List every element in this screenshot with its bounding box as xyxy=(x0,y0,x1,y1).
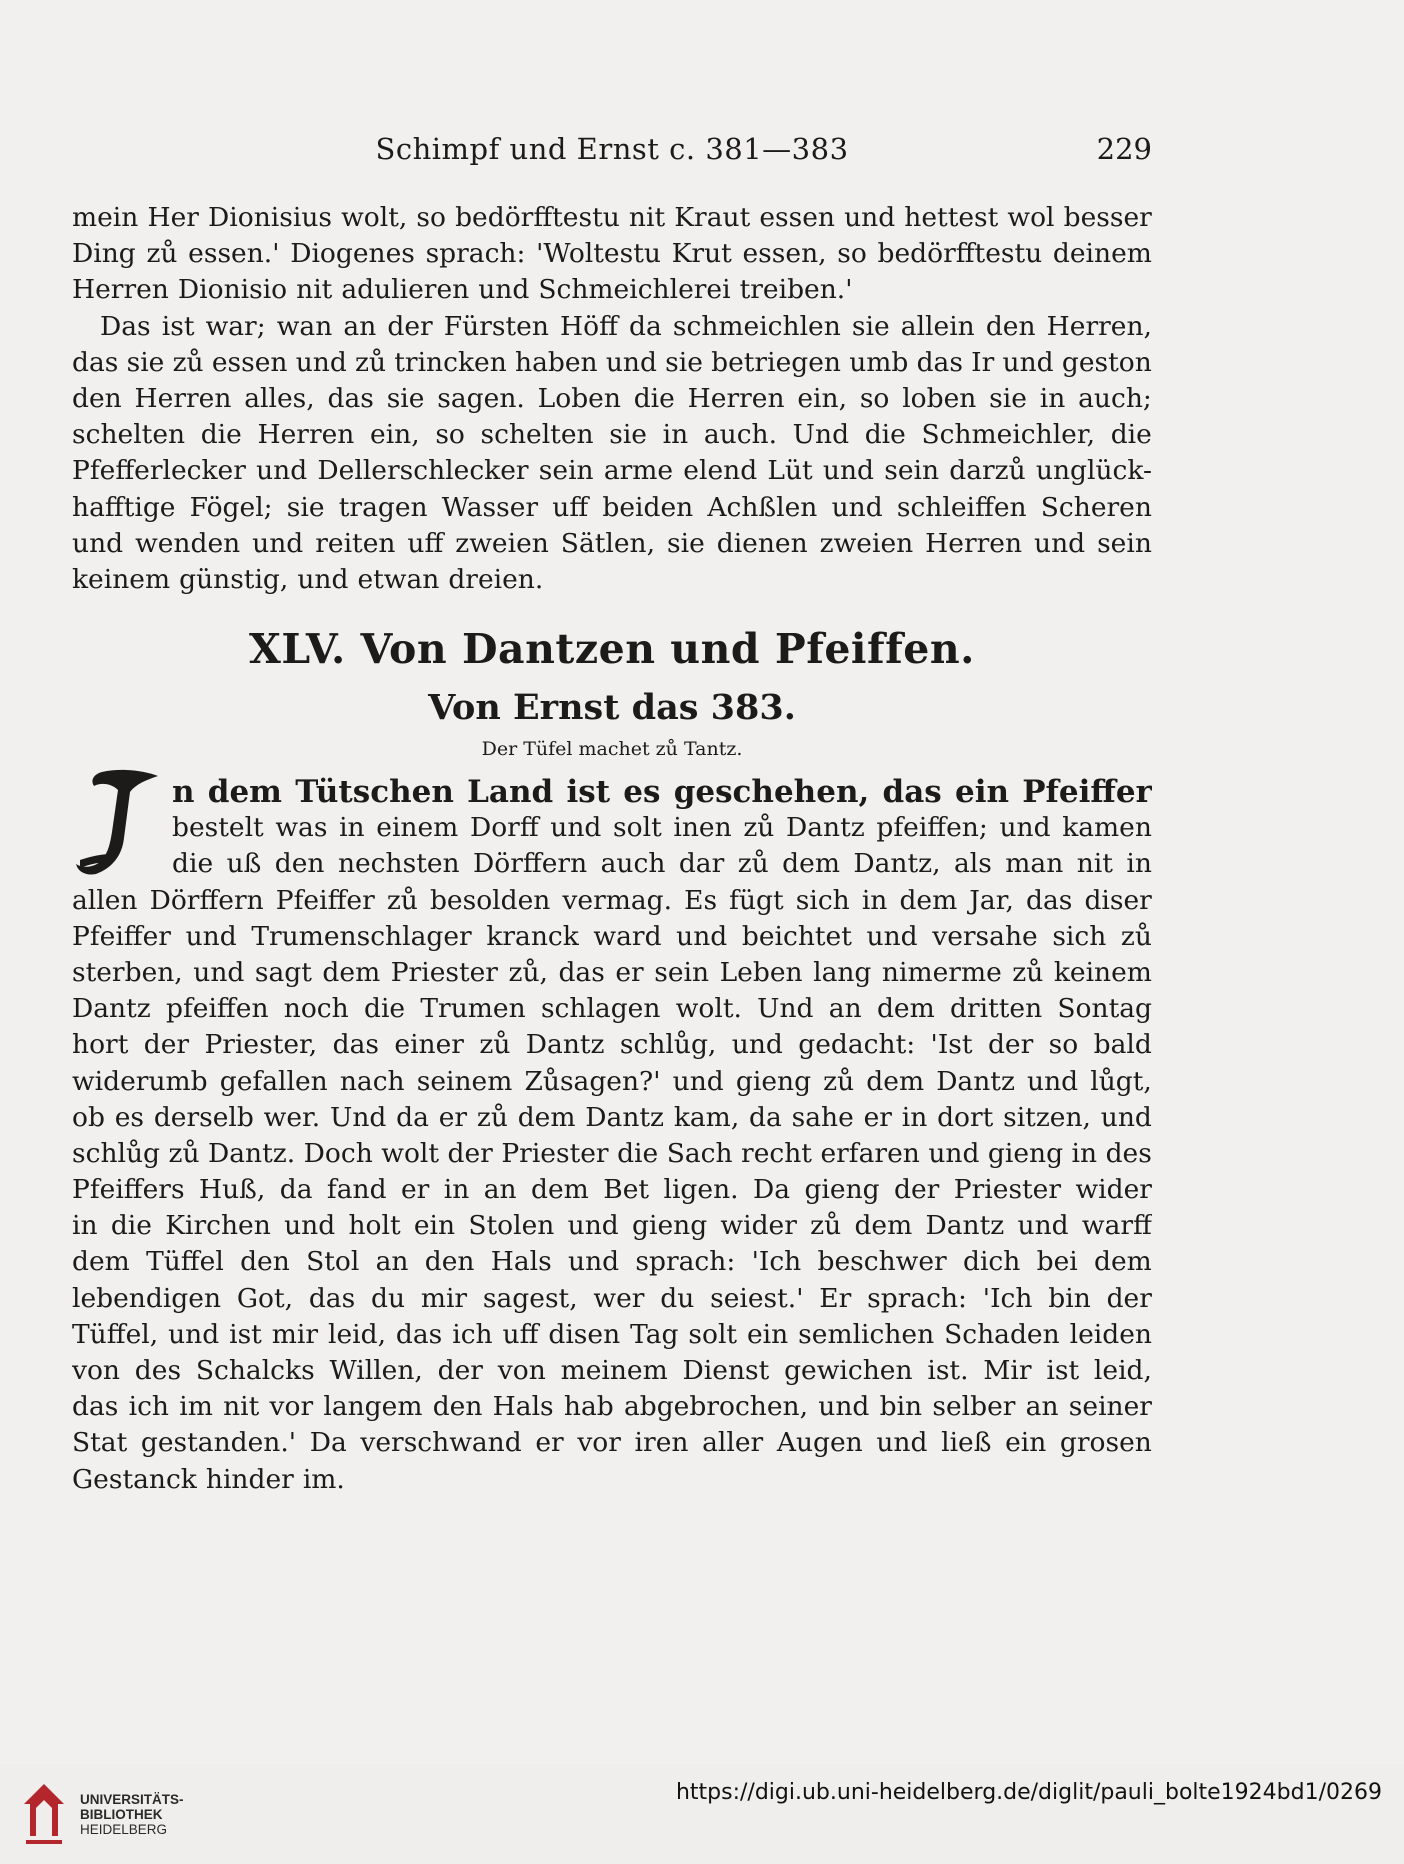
text-line: Pfefferlecker und Dellerschlecker sein arme elend Lüt und sein darzů unglück- xyxy=(72,455,1152,487)
institution-line: BIBLIOTHEK xyxy=(80,1807,163,1822)
chapter-caption: Der Tüfel machet zů Tantz. xyxy=(481,738,743,760)
chapter-subtitle: Von Ernst das 383. xyxy=(428,687,796,728)
paragraph-2 xyxy=(72,774,1152,1498)
text-line: bestelt was in einem Dorff und solt inen zů Dantz pfeiffen; und kamen xyxy=(172,812,1152,844)
running-header xyxy=(72,132,1152,172)
text-line: sterben, und sagt dem Priester zů, das er sein Leben lang nimerme zů keinem xyxy=(72,956,1152,988)
text-line: ob es derselb wer. Und da er zů dem Dantz kam, da sahe er in dort sitzen, und xyxy=(72,1101,1152,1133)
text-line: widerumb gefallen nach seinem Zůsagen?' und gieng zů dem Dantz und lůgt, xyxy=(72,1065,1152,1097)
page-number: 229 xyxy=(1096,132,1152,166)
permalink-url[interactable]: https://digi.ub.uni-heidelberg.de/diglit/pauli_bolte1924bd1/0269 xyxy=(675,1780,1382,1805)
text-line: das sie zů essen und zů trincken haben und sie betriegen umb das Ir und geston xyxy=(72,346,1152,378)
text-line: Ding zů essen.' Diogenes sprach: 'Woltestu Krut essen, so bedörfftestu deinem xyxy=(72,238,1152,270)
text-line: Dantz pfeiffen noch die Trumen schlagen wolt. Und an dem dritten Sontag xyxy=(72,993,1152,1025)
text-line: hort der Priester, das einer zů Dantz schlůg, und gedacht: 'Ist der so bald xyxy=(72,1029,1152,1061)
text-line: die uß den nechsten Dörffern auch dar zů dem Dantz, als man nit in xyxy=(172,848,1152,880)
text-line: schelten die Herren ein, so schelten sie in auch. Und die Schmeichler, die xyxy=(72,419,1152,451)
text-line: Pfeiffer und Trumenschlager kranck ward und beichtet und versahe sich zů xyxy=(72,920,1152,952)
text-line: Herren Dionisio nit adulieren und Schmeichlerei treiben.' xyxy=(72,274,853,306)
chapter-title: XLV. Von Dantzen und Pfeiffen. xyxy=(249,625,975,673)
text-line: lebendigen Got, das du mir sagest, wer du seiest.' Er sprach: 'Ich bin der xyxy=(72,1282,1152,1314)
text-line: schlůg zů Dantz. Doch wolt der Priester die Sach recht erfaren und gieng in des xyxy=(72,1137,1152,1169)
viewer-footer xyxy=(0,1764,1404,1864)
text-line: keinem günstig, und etwan dreien. xyxy=(72,563,544,595)
text-line: in die Kirchen und holt ein Stolen und gieng wider zů dem Dantz und warff xyxy=(72,1210,1152,1242)
text-line: das ich im nit vor langem den Hals hab abgebrochen, und bin selber an seiner xyxy=(72,1391,1152,1423)
text-line: und wenden und reiten uff zweien Sätlen, sie dienen zweien Herren und sein xyxy=(72,527,1152,559)
text-line: Pfeiffers Huß, da fand er in an dem Bet ligen. Da gieng der Priester wider xyxy=(72,1174,1152,1206)
text-line: allen Dörffern Pfeiffer zů besolden vermag. Es fügt sich in dem Jar, das diser xyxy=(72,884,1152,916)
institution-line: HEIDELBERG xyxy=(80,1822,168,1837)
paragraph-1 xyxy=(72,200,1152,598)
institution-line: UNIVERSITÄTS- xyxy=(80,1792,184,1807)
text-line: mein Her Dionisius wolt, so bedörfftestu nit Kraut essen und hettest wol besser xyxy=(72,202,1152,233)
text-line: von des Schalcks Willen, der von meinem Dienst gewichen ist. Mir ist leid, xyxy=(72,1355,1152,1386)
institution-name[interactable] xyxy=(80,1792,184,1837)
text-line: Stat gestanden.' Da verschwand er vor iren aller Augen und ließ ein grosen xyxy=(72,1427,1152,1459)
university-library-logo-icon[interactable] xyxy=(14,1778,74,1850)
text-line: Das ist war; wan an der Fürsten Höff da schmeichlen sie allein den Herren, xyxy=(100,310,1152,342)
text-line: hafftige Fögel; sie tragen Wasser uff beiden Achßlen und schleiffen Scheren xyxy=(72,491,1152,523)
text-line: dem Tüffel den Stol an den Hals und sprach: 'Ich beschwer dich bei dem xyxy=(72,1246,1152,1278)
text-line: Gestanck hinder im. xyxy=(72,1463,345,1495)
text-line-first: n dem Tütschen Land ist es geschehen, das ein Pfeiffer xyxy=(172,774,1152,810)
text-line: den Herren alles, das sie sagen. Loben die Herren ein, so loben sie in auch; xyxy=(72,382,1152,414)
text-line: Tüffel, und ist mir leid, das ich uff disen Tag solt ein semlichen Schaden leiden xyxy=(72,1318,1152,1350)
running-title: Schimpf und Ernst c. 381—383 xyxy=(375,132,849,166)
